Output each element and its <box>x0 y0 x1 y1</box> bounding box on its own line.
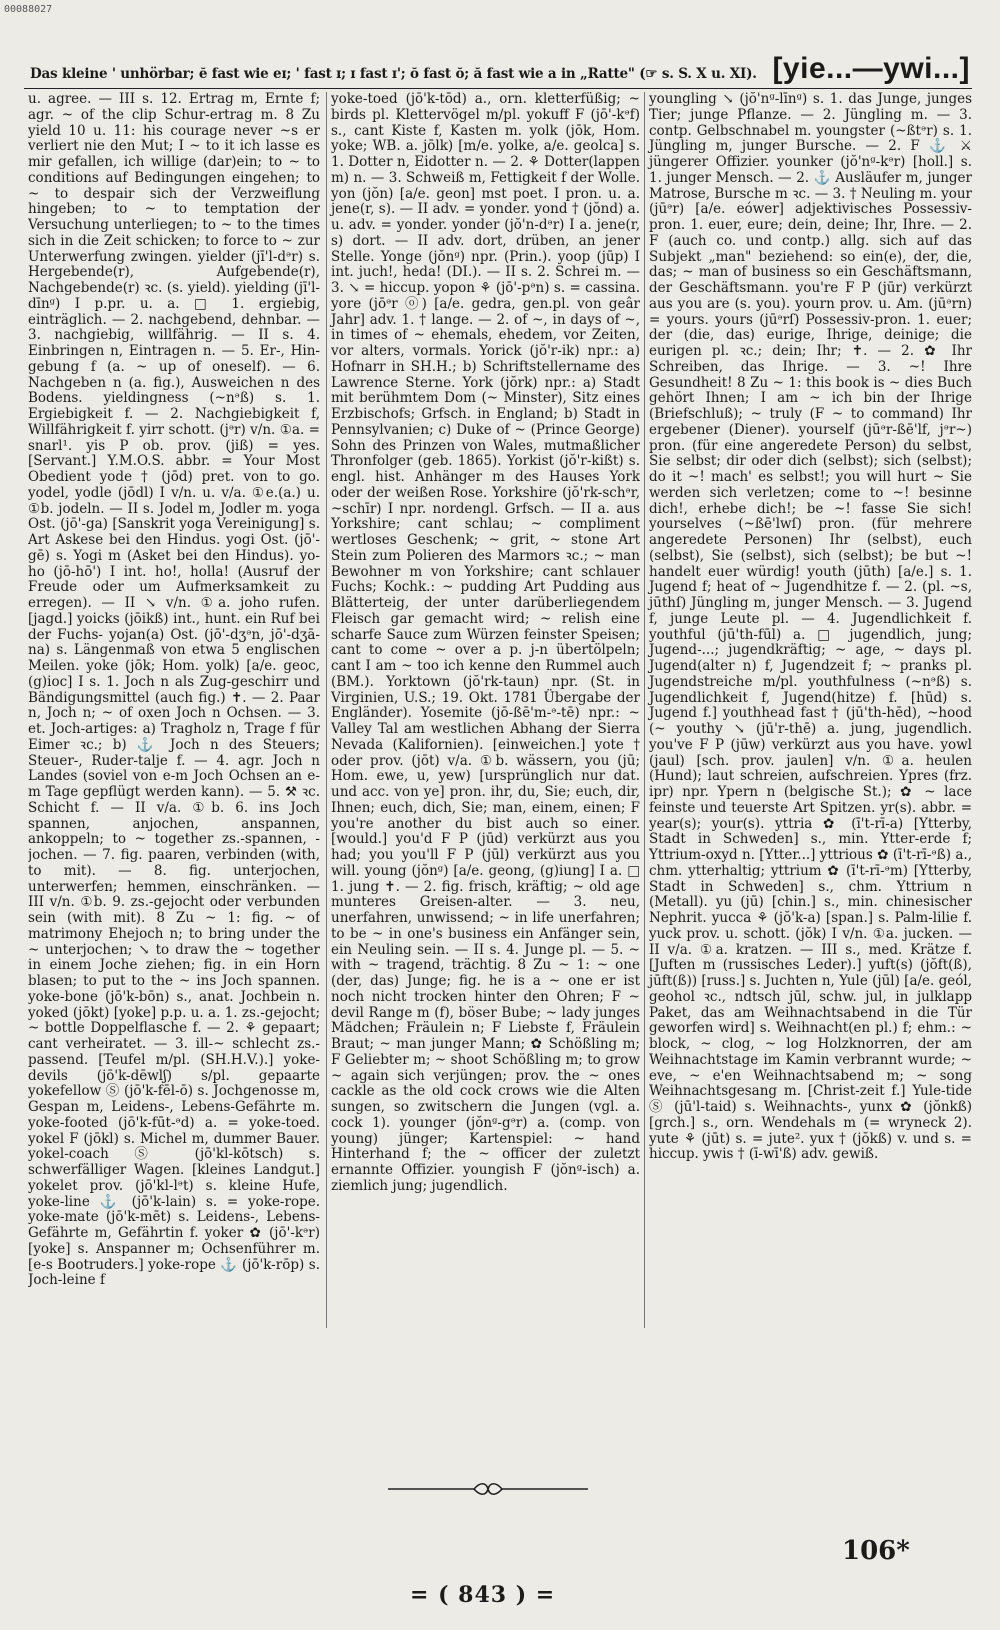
column-middle-text: yoke-toed (jō'k-tōd) a., orn. kletterfüßig; ~ birds pl. Klettervögel m/pl. yokuff F (jō'-kᵊf) s., cant Kiste f, Kasten m. yolk (jōk, Hom. yoke; WB. a. jōlk) [m/e. yolke, a/e. geolca] s. 1. Dotter n, Eidotter n. — 2. ⚘ Dotter(lappen m) n. — 3. Schweiß m, Fettigkeit f der Wolle. yon (jŏn) [a/e. geon] mst poet. I pron. u. a. jene(r, s). — II adv. = yonder. yond † (jŏnd) a. u. adv. = yonder. yonder (jŏ'n-dᵊr) I a. jene(r, s) dort. — II adv. dort, drüben, an jener Stelle. Yonge (jŏnᵍ) npr. (Prin.). yoop (jūp) I int. juch!, heda! (DI.). — II s. 2. Schrei m. — 3. ↘ = hiccup. yopon ⚘ (jō'-pᵊn) s. = cassina. yore (jōᵊr ⓞ) [a/e. gedra, gen.pl. von geâr Jahr] adv. 1. † lange. — 2. of ~, in days of ~, in times of ~ ehemals, ehedem, vor Zeiten, vor alters, vormals. Yorick (jŏ'r-ik) npr.: a) Hofnarr in SH.H.; b) Schriftstellername des Lawrence Sterne. York (jŏrk) npr.: a) Stadt mit berühmtem Dom (~ Minster), Sitz eines Erzbischofs; Grfsch. in England; b) Stadt in Pennsylvanien; c) Duke of ~ (Prince George) Sohn des Prinzen von Wales, mutmaßlicher Thronfolger (geb. 1865). Yorkist (jŏ'r-kißt) s. engl. hist. Anhänger m des Hauses York oder der weißen Rose. Yorkshire (jŏ'rk-schᵊr, ~schīr) I npr. nordengl. Grfsch. — II a. aus Yorkshire; cant schlau; ~ compliment wertloses Geschenk; ~ grit, ~ stone Art Stein zum Polieren des Marmors ꝛc.; ~ man Bewohner m von Yorkshire; cant schlauer Fuchs; Kochk.: ~ pudding Art Pudding aus Blätterteig, der unter darüberliegendem Fleisch gar gemacht wird; ~ relish eine scharfe Sauce zum Würzen feinster Speisen; cant to come ~ over a p. j-n übertölpeln; cant I am ~ too ich kenne den Rummel auch (BM.). Yorktown (jŏ'rk-taun) npr. (St. in Virginien, U.S.; 19. Okt. 1781 Übergabe der Engländer). Yosemite (jō-ßē'm-ᵊ-tē) npr.: ~ Valley Tal am westlichen Abhang der Sierra Nevada (Kalifornien). [einweichen.] yote † oder prov. (jōt) v/a. ①b. wässern, you (jū; Hom. ewe, u, yew) [ursprünglich nur dat. und acc. von ye] pron. ihr, du, Sie; euch, dir, Ihnen; euch, dich, Sie; man, einem, einen; F you're another du bist auch so einer. [would.] you'd F P (jūd) verkürzt aus you had; you you'll F P (jūl) verkürzt aus you will. young (jŏnᵍ) [a/e. geong, (g)iung] I a. □ 1. jung ✝. — 2. fig. frisch, kräftig; ~ old age munteres Greisen-alter. — 3. neu, unerfahren, unwissend; ~ in life unerfahren; to be ~ in one's business ein Anfänger sein, ein Neuling sein. — II s. 4. Junge pl. — 5. ~ with ~ tragend, trächtig. 8 Zu ~ 1: ~ one (der, das) Junge; fig. he is a ~ one er ist noch nicht trocken hinter den Ohren; F ~ devil Range m (f), böser Bube; ~ lady junges Mädchen; Fräulein n; F Liebste f, Fräulein Braut; ~ man junger Mann; ✿ Schößling m; F Geliebter m; ~ shoot Schößling m; to grow ~ again sich verjüngen; prov. the ~ ones cackle as the old cock crows wie die Alten sungen, so zwitschern die Jungen (vgl. a. cock 1). younger (jŏnᵍ-gᵊr) a. (comp. von young) jünger; Kartenspiel: ~ hand Hinterhand f; the ~ officer der zuletzt ernannte Offizier. youngish F (jŏnᵍ-isch) a. ziemlich jung; jugendlich. <box>331 92 640 1194</box>
folio-number: = ( 843 ) = <box>410 1582 556 1608</box>
page-header <box>24 36 972 89</box>
guide-words: [yie...—ywi...] <box>772 52 970 85</box>
document-id: 00088027 <box>4 4 53 15</box>
column-left-text: u. agree. — III s. 12. Ertrag m, Ernte f; agr. ~ of the clip Schur-ertrag m. 8 Zu yield 10 u. 11: his courage never ~s er verliert nie den Mut; I ~ to it ich lasse es mir gefallen, ich willige (dar)ein; to ~ to conditions auf Bedingungen eingehen; to ~ to despair sich der Verzweiflung hingeben; to ~ to temptation der Versuchung unterliegen; to ~ to the times sich in die Zeit schicken; to force to ~ zur Unterwerfung zwingen. yielder (jī'l-dᵊr) s. Hergebende(r), Aufgebende(r), Nachgebende(r) ꝛc. (s. yield). yielding (jī'l-dīnᵍ) I p.pr. u. a. □ 1. ergiebig, einträglich. — 2. nachgebend, dehnbar. — 3. nachgiebig, willfährig. — II s. 4. Einbringen n, Eintragen n. — 5. Er-, Hin-gebung f (a. ~ up of oneself). — 6. Nachgeben n (a. fig.), Ausweichen n des Bodens. yieldingness (~nᵊß) s. 1. Ergiebigkeit f. — 2. Nachgiebigkeit f, Willfährigkeit f. yirr schott. (jᵊr) v/n. ①a. = snarl¹. yis P ob. prov. (jiß) = yes. [Servant.] Y.M.O.S. abbr. = Your Most Obedient yode † (jōd) pret. von to go. yodel, yodle (jōdl) I v/n. u. v/a. ①e.(a.) u. ①b. jodeln. — II s. Jodel m, Jodler m. yoga Ost. (jō'-ga) [Sanskrit yoga Vereinigung] s. Art Askese bei den Hindus. yogi Ost. (jō'-gē) s. Yogi m (Asket bei den Hindus). yo-ho (jō-hō') I int. ho!, holla! (Ausruf der Freude oder um Aufmerksamkeit zu erregen). — II ↘ v/n. ①a. joho rufen. [jagd.] yoicks (jōikß) int., hunt. ein Ruf bei der Fuchs- yojan(a) Ost. (jō'-dʒᵊn, jō'-dʒā-na) s. Längenmaß von etwa 5 englischen Meilen. yoke (jōk; Hom. yolk) [a/e. geoc, (g)ioc] I s. 1. Joch n als Zug-geschirr und Bändigungsmittel (auch fig.) ✝. — 2. Paar n, Joch n; ~ of oxen Joch n Ochsen. — 3. et. Joch-artiges: a) Tragholz n, Trage f für Eimer ꝛc.; b) ⚓ Joch n des Steuers; Steuer-, Ruder-talje f. — 4. agr. Joch n Landes (soviel von e-m Joch Ochsen an e-m Tage gepflügt werden kann). — 5. ⚒ ꝛc. Schicht f. — II v/a. ①b. 6. ins Joch spannen, anjochen, anspannen, ankoppeln; to ~ together zs.-spannen, -jochen. — 7. fig. paaren, verbinden (with, to mit). — 8. fig. unterjochen, unterwerfen; hemmen, einschränken. — III v/n. ①b. 9. zs.-gejocht oder verbunden sein (with mit). 8 Zu ~ 1: fig. ~ of matrimony Ehejoch n; to bring under the ~ unterjochen; ↘ to draw the ~ together in einem Joche ziehen; fig. in ein Horn blasen; to put to the ~ ins Joch spannen. yoke-bone (jō'k-bōn) s., anat. Jochbein n. yoked (jōkt) [yoke] p.p. u. a. 1. zs.-gejocht; ~ bottle Doppelflasche f. — 2. ⚘ gepaart; cant verheiratet. — 3. ill-~ schlecht zs.-passend. [Teufel m/pl. (SH.H.V.).] yoke-devils (jō'k-dēwlʃ) s/pl. gepaarte yokefellow Ⓢ (jō'k-fēl-ō) s. Jochgenosse m, Gespan m, Leidens-, Lebens-Gefährte m. yoke-footed (jō'k-fūt-ᵊd) a. = yoke-toed. yokel F (jōkl) s. Michel m, dummer Bauer. yokel-coach Ⓢ (jō'kl-kōtsch) s. schwerfälliger Wagen. [kleines Landgut.] yokelet prov. (jō'kl-lᵊt) s. kleine Hufe, yoke-line ⚓ (jō'k-lain) s. = yoke-rope. yoke-mate (jō'k-mēt) s. Leidens-, Lebens-Gefährte m, Gefährtin f. yoker ✿ (jō'-kᵊr) [yoke] s. Anspanner m; Ochsenführer m. [e-s Bootruders.] yoke-rope ⚓ (jō'k-rōp) s. Joch-leine f <box>28 92 320 1289</box>
pronunciation-key: Das kleine ' unhörbar; ĕ fast wie eɪ; ' fast ɪ; ɪ fast ɪ'; ŏ fast ŏ; ă fast wie a in „Ratte" (☞ s. S. X u. XI). <box>30 66 757 82</box>
column-right-text: youngling ↘ (jŏ'nᵍ-līnᵍ) s. 1. das Junge, junges Tier; junge Pflanze. — 2. Jüngling m. — 3. contp. Gelbschnabel m. youngster (~ßtᵊr) s. 1. Jüngling m, junger Bursche. — 2. F ⚓ ⚔ jüngerer Offizier. younker (jŏ'nᵍ-kᵊr) [holl.] s. 1. junger Mensch. — 2. ⚓ Ausläufer m, junger Matrose, Bursche m ꝛc. — 3. † Neuling m. your (jūᵊr) [a/e. eówer] adjektivisches Possessiv-pron. 1. euer, eure; dein, deine; Ihr, Ihre. — 2. F (auch co. und contp.) allg. sich auf das Subjekt „man" beziehend: so ein(e), der, die, das; ~ man of business so ein Geschäftsmann, der Geschäftsmann. you're F P (jūr) verkürzt aus you are (s. you). yourn prov. u. Am. (jūᵊrn) = yours. yours (jūᵊrſ) Possessiv-pron. 1. euer; der (die, das) eurige, Ihrige, deinige; die eurigen pl. ꝛc.; dein; Ihr; ✝. — 2. ✿ Ihr Schreiben, das Ihrige. — 3. ~! Ihre Gesundheit! 8 Zu ~ 1: this book is ~ dies Buch gehört Ihnen; I am ~ ich bin der Ihrige (Briefschluß); ~ truly (F ~ to command) Ihr ergebener (Diener). yourself (jūᵊr-ßē'lf, jᵊr~) pron. (für eine angeredete Person) du selbst, Sie selbst; dir oder dich (selbst); sich (selbst); do it ~! mach' es selbst!; you will hurt ~ Sie werden sich verletzen; come to ~! besinne dich!, erhebe dich!; be ~! fasse Sie sich! yourselves (~ßē'lwſ) pron. (für mehrere angeredete Personen) Ihr (selbst), euch (selbst), Sie (selbst), sich (selbst); be but ~! handelt euer würdig! youth (jūth) [a/e.] s. 1. Jugend f; heat of ~ Jugendhitze f. — 2. (pl. ~s, jūthſ) Jüngling m, junger Mensch. — 3. Jugend f, junge Leute pl. — 4. Jugendlichkeit f. youthful (jū'th-fūl) a. □ jugendlich, jung; Jugend-...; jugendkräftig; ~ age, ~ days pl. Jugend(alter n) f, Jugendzeit f; ~ pranks pl. Jugendstreiche m/pl. youthfulness (~nᵊß) s. Jugendlichkeit f, Jugend(hitze) f. [hūd) s. Jugend f.] youthhead fast † (jū'th-hēd), ~hood (~ youthy ↘ (jū'r-thē) a. jung, jugendlich. you've F P (jūw) verkürzt aus you have. yowl (jaul) [sch. prov. jaulen] v/n. ①a. heulen (Hund); laut schreien, aufschreien. Ypres (frz. ipr) npr. Ypern n (belgische St.); ✿ ~ lace feinste und teuerste Art Spitzen. yr(s). abbr. = year(s); your(s). yttria ✿ (ī't-rī-a) [Ytterby, Stadt in Schweden] s., min. Ytter-erde f; Yttrium-oxyd n. [Ytter...] yttrious ✿ (ī't-rī-ᵊß) a., chm. ytterhaltig; yttrium ✿ (ī't-rī-ᵊm) [Ytterby, Stadt in Schweden] s., chm. Yttrium n (Metall). yu (jū) [chin.] s., min. chinesischer Nephrit. yucca ⚘ (jŏ'k-a) [span.] s. Palm-lilie f. yuck prov. u. schott. (jŏk) I v/n. ①a. jucken. — II v/a. ①a. kratzen. — III s., med. Krätze f. [Juften m (russisches Leder).] yuft(s) (jŏft(ß), jūft(ß)) [russ.] s. Juchten n, Yule (jūl) [a/e. geól, geohol ꝛc., ndtsch jūl, schw. jul, in julklapp Paket, das am Weihnachtsabend in die Tür geworfen wird] s. Weihnacht(en pl.) f; ehm.: ~ block, ~ clog, ~ log Holzknorren, der am Weihnachtstage im Kamin verbrannt wurde; ~ eve, ~ e'en Weihnachtsabend m; ~ song Weihnachtsgesang m. [Christ-zeit f.] Yule-tide Ⓢ (jū'l-taid) s. Weihnachts-, yunx ✿ (jŏnkß) [grch.] s., orn. Wendehals m (= wryneck 2). yute ⚘ (jūt) s. = jute². yux † (jŏkß) v. und s. = hiccup. ywis † (ī-wī'ß) adv. gewiß. <box>649 92 972 1163</box>
page-number: 106* <box>842 1536 910 1566</box>
ornamental-rule <box>388 1482 588 1496</box>
column-right <box>644 92 972 1328</box>
column-left <box>28 92 320 1328</box>
entry-columns <box>28 92 972 1328</box>
column-middle <box>326 92 640 1328</box>
